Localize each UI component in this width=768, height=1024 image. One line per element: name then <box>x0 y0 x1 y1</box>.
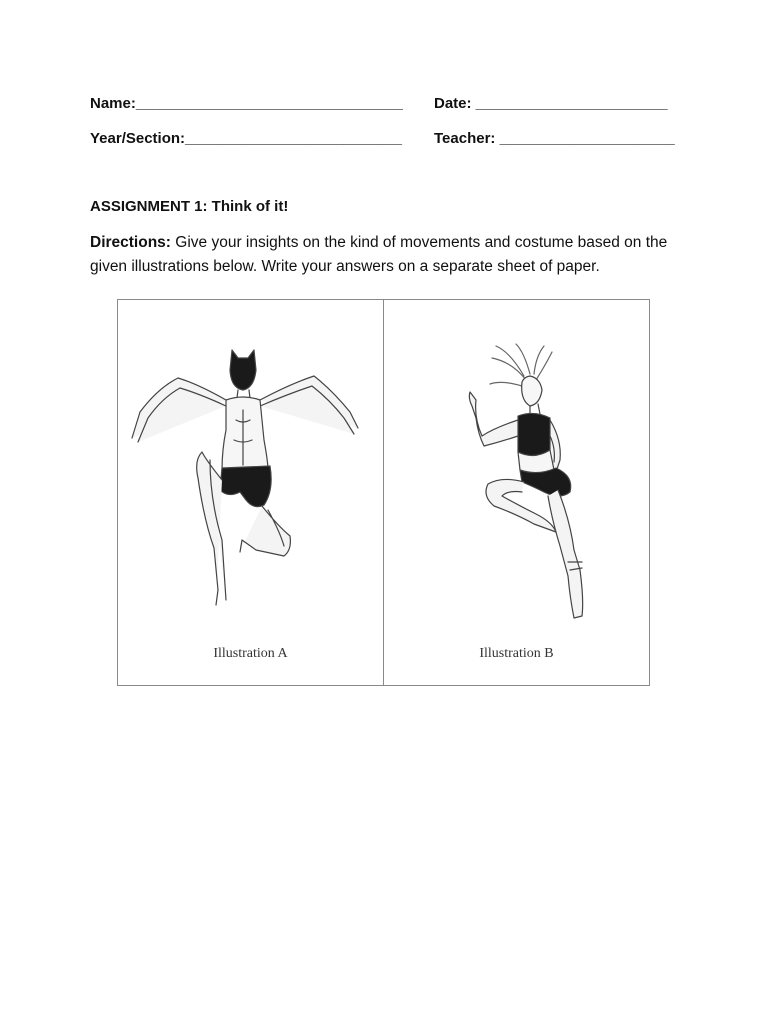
illustration-a-cell <box>118 300 383 685</box>
directions-text: Give your insights on the kind of movements and costume based on the given illustrations below. Write your answers on a separate sheet of paper. <box>90 234 668 275</box>
illustration-b-drawing <box>384 300 650 687</box>
illustration-b-caption: Illustration B <box>479 646 554 661</box>
directions-label: Directions: <box>90 234 171 251</box>
year-section-field: Year/Section:__________________________ <box>90 130 402 147</box>
date-field: Date: _______________________ <box>434 95 668 112</box>
illustrations-table <box>117 299 650 686</box>
directions-paragraph <box>90 231 680 279</box>
name-field: Name:________________________________ <box>90 95 403 112</box>
assignment-title: ASSIGNMENT 1: Think of it! <box>90 198 289 215</box>
teacher-field: Teacher: _____________________ <box>434 130 675 147</box>
illustration-a-caption: Illustration A <box>213 646 288 661</box>
illustration-a-drawing <box>118 300 384 687</box>
illustration-b-cell <box>383 300 649 685</box>
